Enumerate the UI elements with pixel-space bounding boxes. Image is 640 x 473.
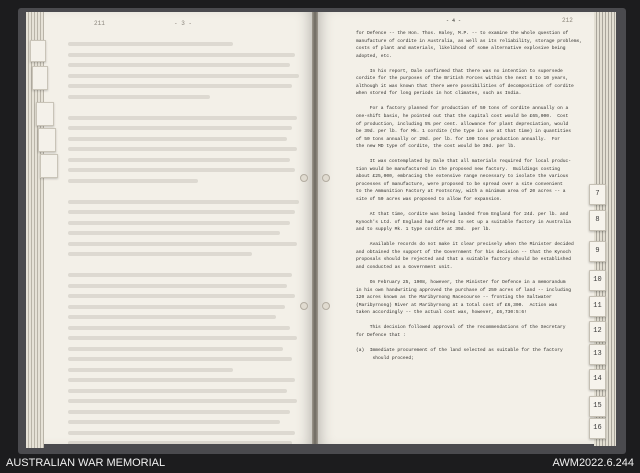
text-line: In his report, Dale confirmed that there was no intention to supersede	[356, 68, 563, 74]
text-line: to the Ammunition Factory at Footscray, with a minimum area of 20 acres -- a	[356, 189, 566, 195]
text-line	[356, 98, 588, 106]
text-line: manufacture of cordite in Australia, as well as its reliability, storage problems,	[356, 38, 583, 44]
text-line: proposals should be rejected and that a suitable factory should be established	[356, 257, 572, 263]
text-line: taken accordingly -- the actual cost was, however, £6,730:5:6!	[356, 310, 527, 316]
text-line	[356, 317, 588, 325]
text-line: and obtained the support of the Government for his decision -- that the Kynoch	[356, 249, 572, 255]
text-line: site of 50 acres was proposed to allow for expansion.	[356, 197, 503, 203]
index-tab-13[interactable]: 13	[589, 344, 606, 365]
text-line: when stored for long periods in hot climates, such as India.	[356, 91, 522, 97]
text-line: adopted, etc.	[356, 53, 392, 59]
left-index-tab[interactable]	[30, 40, 46, 62]
text-line: in his own handwriting approved the purchase of 250 acres of land -- including	[356, 287, 572, 293]
right-binding-hole-lower	[322, 302, 330, 310]
text-line	[356, 151, 588, 159]
text-line: cordite for the purposes of the British Forces within the next 8 to 10 years,	[356, 76, 569, 82]
text-line: be 39d. per lb. for Mk. 1 cordite (the type in use at that time) in quantities	[356, 129, 572, 135]
right-page-text	[356, 30, 588, 362]
index-tab-10[interactable]: 10	[589, 270, 606, 291]
right-binding-hole-upper	[322, 174, 330, 182]
text-line: about £25,000, embracing the extensive range necessary to isolate the various	[356, 174, 569, 180]
index-tab-15[interactable]: 15	[589, 396, 606, 417]
text-line: At that time, cordite was being landed from England for 24d. per lb. and	[356, 212, 569, 218]
left-binding-hole-upper	[300, 174, 308, 182]
text-line: costs of plant and materials, likelihood of some alternative explosive being	[356, 46, 566, 52]
text-line: Available records do not make it clear precisely when the Minister decided	[356, 242, 574, 248]
text-line: 120 acres known as the Maribyrnong Racecourse -- fronting the Saltwater	[356, 295, 552, 301]
text-line: This decision followed approval of the recommendations of the Secretary	[356, 325, 566, 331]
text-line: processes of manufacture, were proposed to be spread over a site convenient	[356, 181, 563, 187]
left-index-tab[interactable]	[32, 66, 48, 90]
text-line	[356, 60, 588, 68]
left-page	[44, 12, 312, 444]
left-index-tab[interactable]	[38, 128, 56, 152]
index-tab-7[interactable]: 7	[589, 184, 606, 205]
left-bleed-through-text	[68, 42, 304, 444]
index-tab-12[interactable]: 12	[589, 321, 606, 342]
text-line: Kynoch's Ltd. of England had offered to set up a suitable factory in Australia	[356, 219, 572, 225]
text-line: For a factory planned for production of 50 tons of cordite annually on a	[356, 106, 569, 112]
footer-institution: AUSTRALIAN WAR MEMORIAL	[6, 457, 166, 469]
text-line: one-shift basis, he pointed out that the capital cost would be £65,000. Cost	[356, 114, 569, 120]
text-line: and conducted as a Government unit.	[356, 264, 453, 270]
text-line: of production, including 5% per cent. allowance for plant depreciation, would	[356, 121, 569, 127]
text-line: tion would be manufactured in the proposed new factory. Buildings costing	[356, 166, 560, 172]
text-line: although it was known that there were possibilities of decomposition of cordite	[356, 83, 574, 89]
right-folio: 212	[562, 17, 573, 24]
index-tab-9[interactable]: 9	[589, 241, 606, 262]
left-index-tab[interactable]	[36, 102, 54, 126]
right-page-header: - 4 -	[446, 18, 462, 24]
text-line: On February 25, 1908, however, the Minister for Defence in a memorandum	[356, 280, 566, 286]
text-line: and to supply Mk. 1 type cordite at 39d. per lb.	[356, 227, 492, 233]
index-tab-11[interactable]: 11	[589, 296, 606, 317]
text-line: the new MD type of cordite, the cost would be 39d. per lb.	[356, 144, 516, 150]
text-line: should proceed;	[356, 355, 414, 361]
text-line: for Defence that :	[356, 332, 406, 338]
text-line	[356, 339, 588, 347]
text-line	[356, 272, 588, 280]
text-line	[356, 234, 588, 242]
left-index-tab[interactable]	[40, 154, 58, 178]
text-line: for Defence -- the Hon. Thos. Haley, M.P. -- to examine the whole question of	[356, 31, 569, 36]
footer-accession-number: AWM2022.6.244	[552, 457, 634, 469]
text-line: It was contemplated by Dale that all materials required for local produc-	[356, 159, 572, 165]
text-line: (Maribyrnong) River at Maribyrnong at a total cost of £6,300. Action was	[356, 302, 558, 308]
left-binding-hole-lower	[300, 302, 308, 310]
text-line: of 50 tons annually or 29d. per lb. for 100 tons production annually. For	[356, 136, 560, 142]
text-line: (a) Immediate procurement of the land selected as suitable for the factory	[356, 347, 563, 353]
index-tab-14[interactable]: 14	[589, 369, 606, 390]
text-line	[356, 204, 588, 212]
left-folio: 211	[94, 20, 105, 27]
index-tab-16[interactable]: 16	[589, 418, 606, 439]
index-tab-8[interactable]: 8	[589, 210, 606, 231]
left-page-number: - 3 -	[174, 20, 193, 27]
